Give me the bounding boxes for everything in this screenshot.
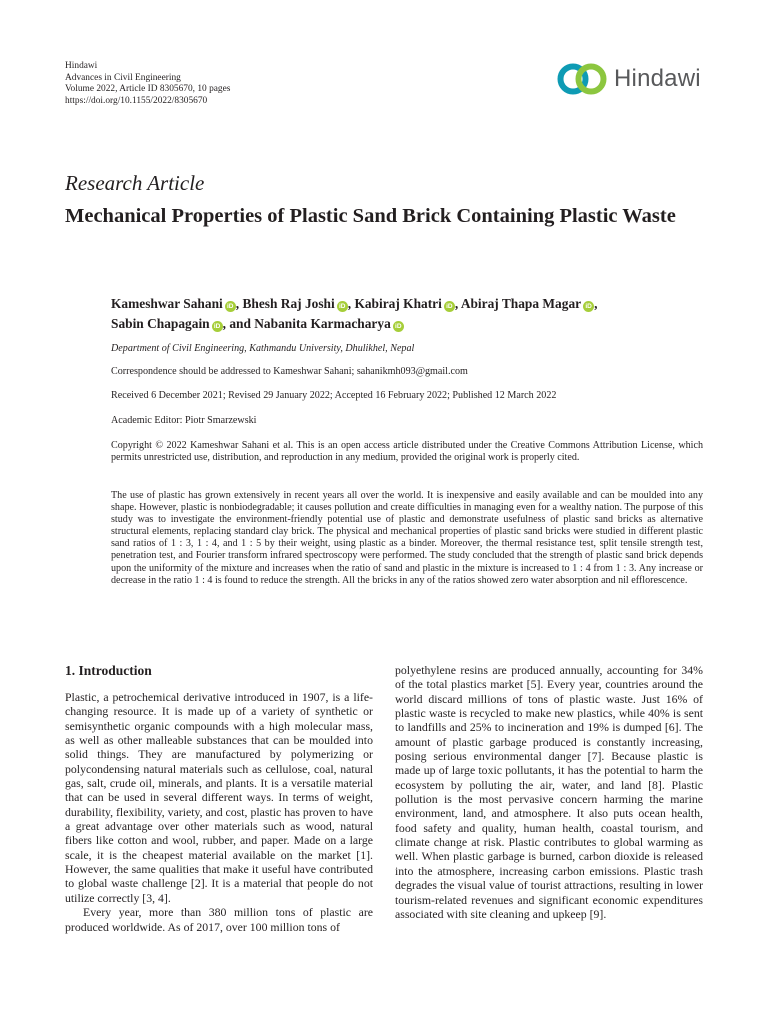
hindawi-logo-text: Hindawi: [614, 65, 701, 92]
journal-header: [65, 61, 230, 107]
author-name[interactable]: Nabanita Karmacharya: [254, 316, 391, 331]
author-separator: , and: [222, 316, 255, 331]
correspondence: Correspondence should be addressed to Kameshwar Sahani; sahanikmh093@gmail.com: [111, 366, 468, 377]
doi-link[interactable]: https://doi.org/10.1155/2022/8305670: [65, 95, 208, 106]
orcid-icon[interactable]: iD: [225, 301, 236, 312]
body-paragraph: Every year, more than 380 million tons of plastic are produced worldwide. As of 2017, over 100 million tons of: [65, 905, 373, 934]
journal-name: Advances in Civil Engineering: [65, 72, 181, 83]
hindawi-logo-icon: [556, 62, 608, 96]
orcid-icon[interactable]: iD: [444, 301, 455, 312]
academic-editor: Academic Editor: Piotr Smarzewski: [111, 415, 257, 426]
section-heading: 1. Introduction: [65, 663, 152, 678]
body-column-left: [65, 690, 373, 934]
abstract: The use of plastic has grown extensively in recent years all over the world. It is inexpensive and easily available and can be moulded into any shape. However, plastic is nonbiodegradable; it causes pollution and create difficulties in managing even for a wealthy nation. The purpose of this study was to investigate the environment-friendly potential use of plastic and demonstrate usefulness of plastic sand bricks as alternative structural elements, replacing standard clay brick. The physical and mechanical properties of plastic sand bricks were studied in different plastic sand ratios of 1 : 3, 1 : 4, and 1 : 5 by their weight, using plastic as a binder. Moreover, the thermal resistance test, split tensile strength test, penetration test, and Fourier transform infrared spectroscopy were performed. The study concluded that the strength of plastic sand brick depends upon the uniformity of the mixture and increases when the ratio of sand and plastic in the mixture is increased to 1 : 4 from 1 : 3. Any increase or decrease in the ratio 1 : 4 is found to reduce the strength. All the bricks in any of the ratios showed zero water absorption and nil efflorescence.: [111, 490, 703, 586]
publication-dates: Received 6 December 2021; Revised 29 January 2022; Accepted 16 February 2022; Published 12 March 2022: [111, 390, 557, 401]
article-title: Mechanical Properties of Plastic Sand Brick Containing Plastic Waste: [65, 205, 676, 227]
orcid-icon[interactable]: iD: [583, 301, 594, 312]
article-type: Research Article: [65, 171, 205, 195]
author-name[interactable]: Kameshwar Sahani: [111, 296, 223, 311]
author-separator: ,: [594, 296, 598, 311]
author-separator: ,: [235, 296, 243, 311]
author-name[interactable]: Sabin Chapagain: [111, 316, 210, 331]
body-paragraph: polyethylene resins are produced annually, accounting for 34% of the total plastics market [5]. Every year, countries around the world discard millions of tons of plastic waste. Just 16% of plastic waste is recycled to make new plastics, while 40% is sent to landfills and 25% to incineration and 19% is dumped [6]. The amount of plastic garbage produced is constantly increasing, posing serious environmental danger [7]. Because plastic is made up of large toxic pollutants, it has the potential to harm the ecosystem by polluting the air, water, and land [8]. Plastic pollution is the most pervasive concern harming the marine environment, land, and atmosphere. It also puts ocean health, food safety and quality, human health, coastal tourism, and climate change at risk. Plastic contributes to global warming as well. When plastic garbage is burned, carbon dioxide is released into the atmosphere, increasing carbon emissions. Plastic trash degrades the visual value of tourist attractions, resulting in lower tourism-related revenues and significant economic expenditures associated with site cleaning and upkeep [9].: [395, 663, 703, 921]
affiliation: Department of Civil Engineering, Kathmandu University, Dhulikhel, Nepal: [111, 343, 415, 354]
orcid-icon[interactable]: iD: [212, 321, 223, 332]
hindawi-logo[interactable]: [556, 62, 701, 96]
orcid-icon[interactable]: iD: [337, 301, 348, 312]
author-name[interactable]: Kabiraj Khatri: [354, 296, 442, 311]
author-separator: ,: [454, 296, 461, 311]
body-paragraph: Plastic, a petrochemical derivative introduced in 1907, is a life-changing resource. It is made up of a variety of synthetic or semisynthetic organic compounds with a high molecular mass, as well as other malleable substances that can be moulded into solid things. They are manufactured by polymerizing or polycondensing natural materials such as cellulose, coal, natural gas, salt, crude oil, minerals, and plants. It is a versatile material that can be used in several different ways. In terms of weight, durability, flexibility, variety, and cost, plastic has proven to have a great advantage over other materials such as wood, natural fibers like cotton and wool, rubber, and paper. Made on a large scale, it is the cheapest material available on the market [1]. However, the same qualities that make it useful have contributed to global waste challenge [2]. It is a material that people do not utilize correctly [3, 4].: [65, 690, 373, 905]
author-separator: ,: [347, 296, 355, 311]
author-name[interactable]: Abiraj Thapa Magar: [460, 296, 582, 311]
orcid-icon[interactable]: iD: [393, 321, 404, 332]
author-list: [111, 294, 681, 334]
body-column-right: [395, 663, 703, 921]
author-name[interactable]: Bhesh Raj Joshi: [242, 296, 335, 311]
publisher-name: Hindawi: [65, 61, 98, 71]
volume-info: Volume 2022, Article ID 8305670, 10 pages: [65, 84, 231, 95]
copyright-notice: Copyright © 2022 Kameshwar Sahani et al. This is an open access article distributed under the Creative Commons Attribution License, which permits unrestricted use, distribution, and reproduction in any medium, provided the original work is properly cited.: [111, 440, 703, 464]
